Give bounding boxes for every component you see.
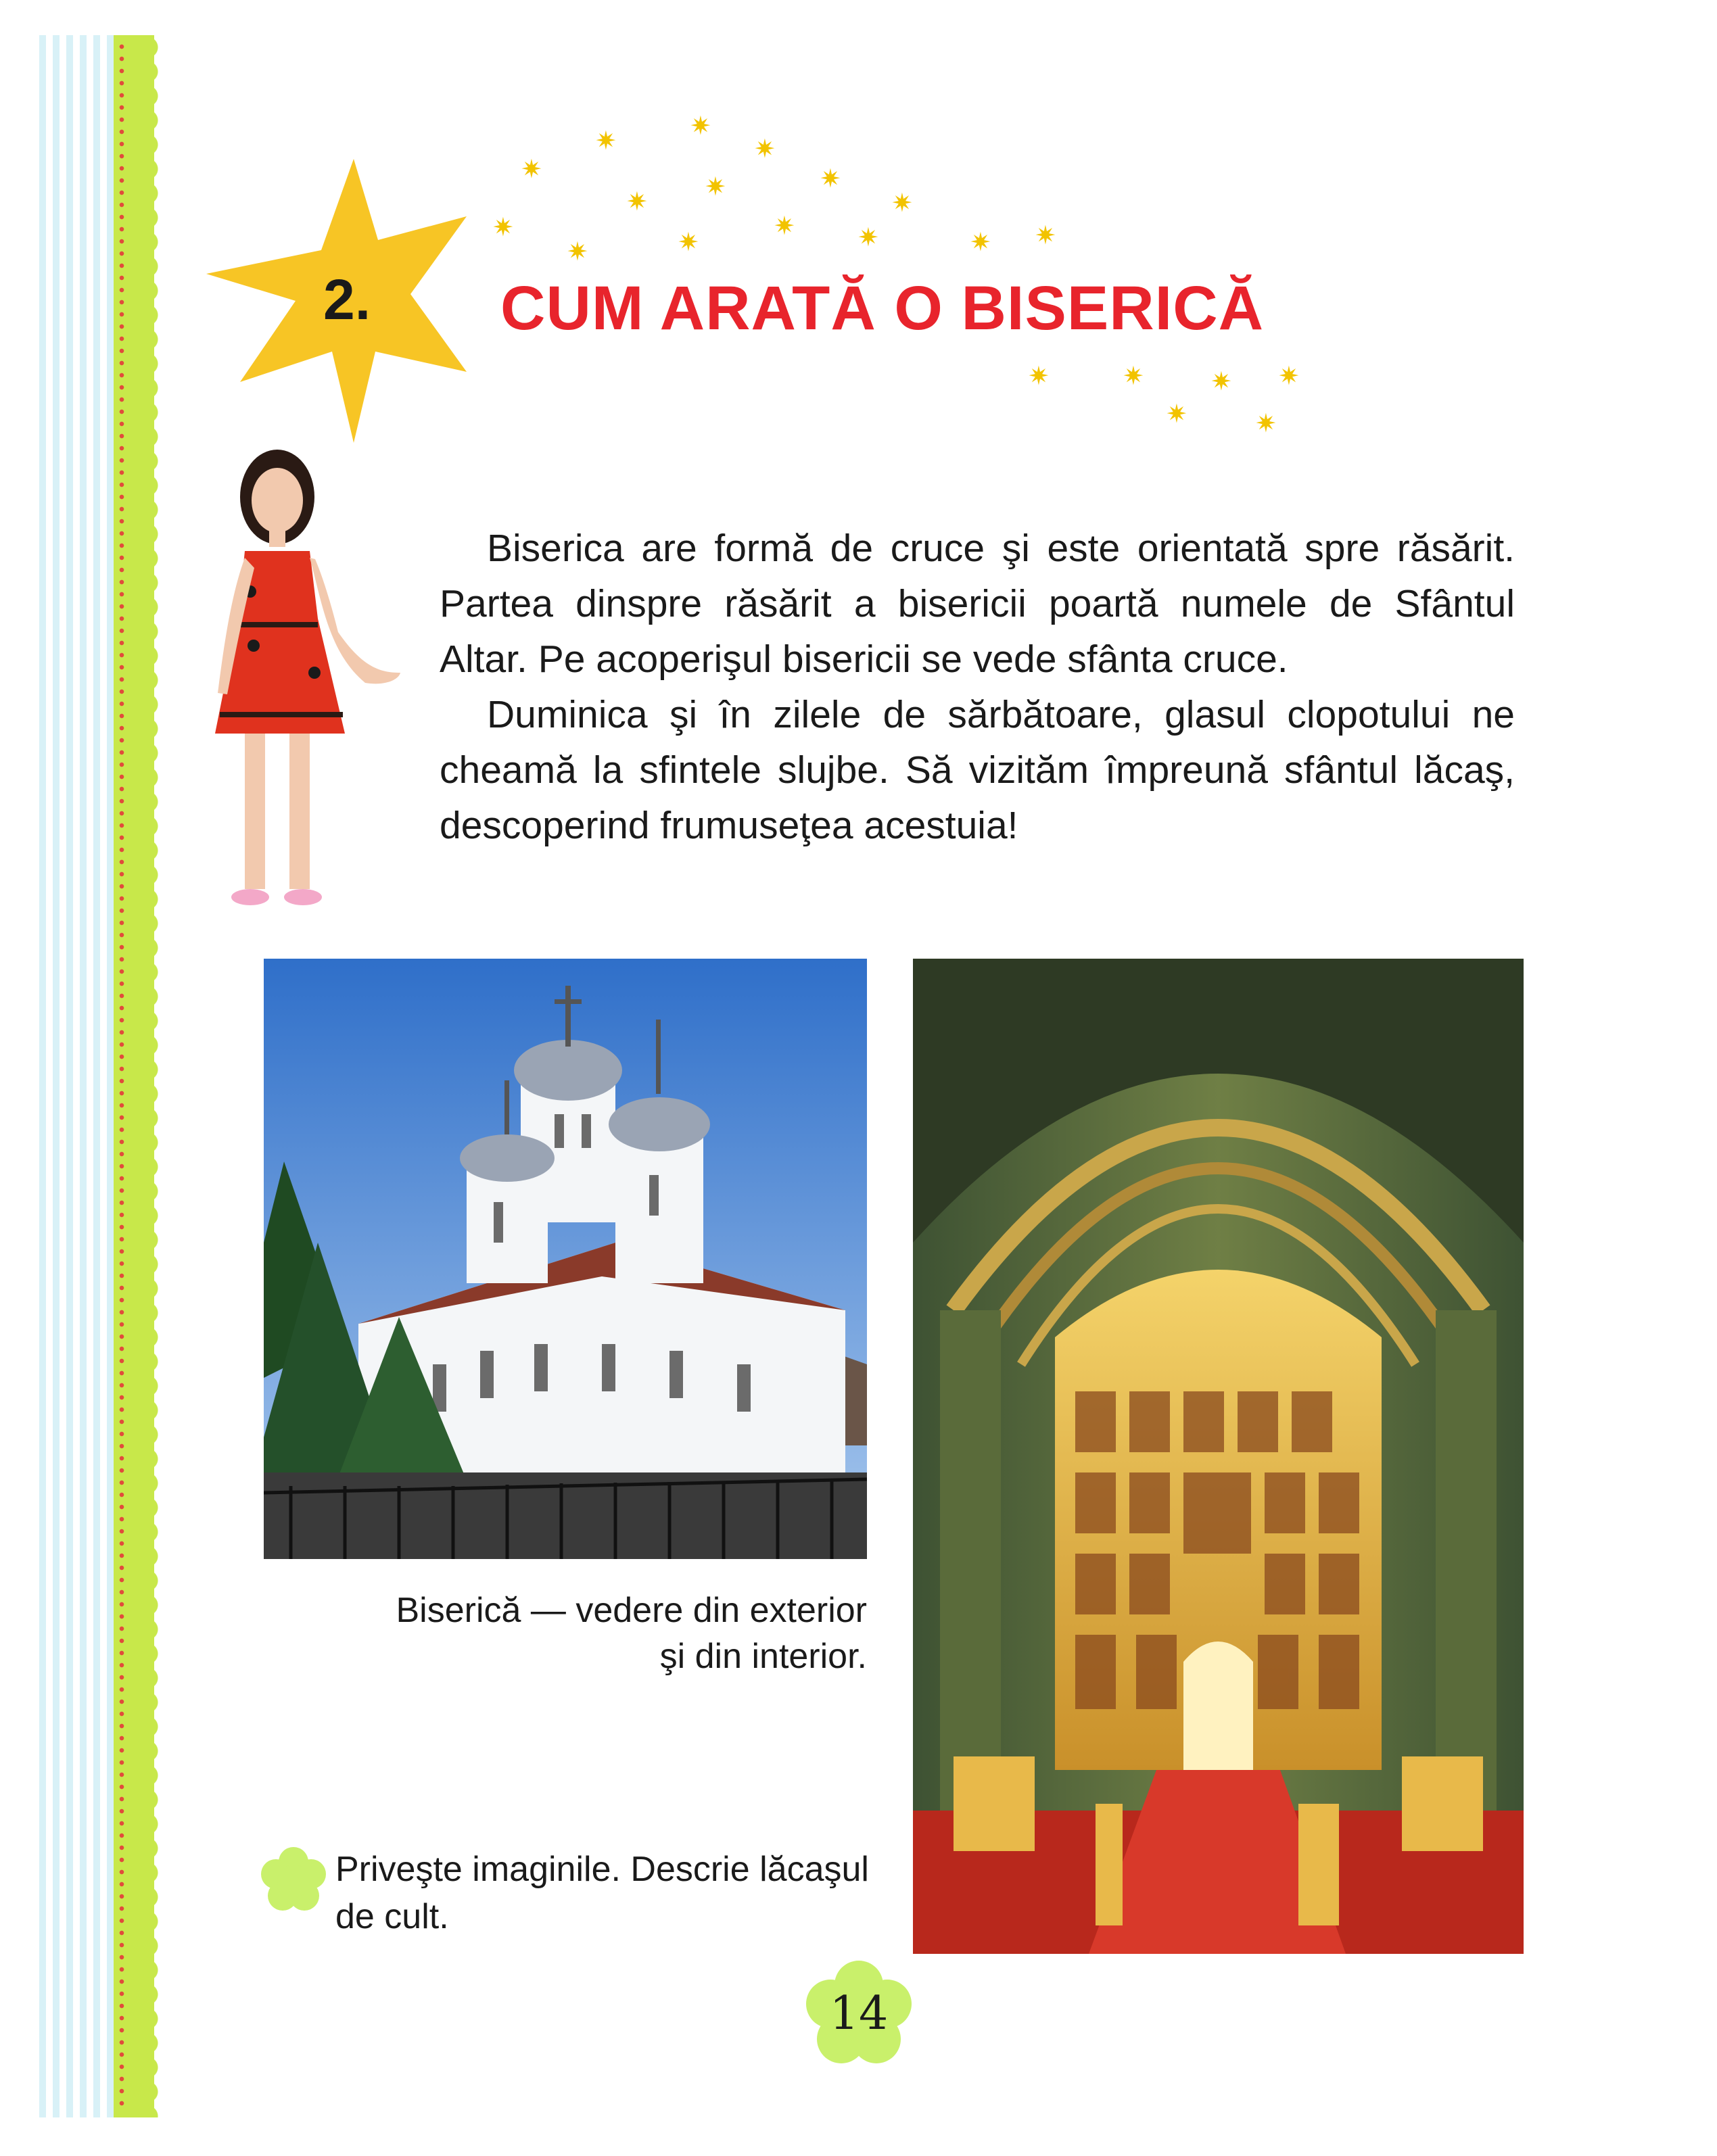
lesson-text — [440, 521, 1515, 853]
paragraph: Biserica are formă de cruce şi este orientată spre răsărit. Partea dinspre răsărit a bisericii poartă numele de Sfântul Altar. Pe acoperişul bisericii se vede sfânta cruce. — [440, 527, 1515, 681]
chapter-title: CUM ARATĂ O BISERICĂ — [500, 274, 1265, 343]
photo-caption — [352, 1587, 867, 1679]
border-scallop — [147, 35, 170, 2117]
border-dotted-line — [119, 41, 124, 2109]
girl-illustration — [203, 450, 426, 930]
church-exterior-photo — [264, 959, 867, 1559]
caption-line: şi din interior. — [659, 1637, 867, 1676]
page-number: 14 — [829, 1986, 889, 2040]
church-interior-photo — [913, 959, 1524, 1954]
task-instruction: Priveşte imaginile. Descrie lăcaşul de cult. — [335, 1850, 869, 1936]
border-stripes — [39, 35, 114, 2117]
flower-bullet-icon — [260, 1846, 327, 1913]
chapter-number: 2. — [323, 268, 371, 331]
paragraph: Duminica şi în zilele de sărbătoare, glasul clopotului ne cheamă la sfintele slujbe. Să vizităm împreună sfântul lăcaş, descoperind frumuseţea acestuia! — [440, 693, 1515, 847]
caption-line: Biserică — vedere din exterior — [396, 1591, 867, 1630]
